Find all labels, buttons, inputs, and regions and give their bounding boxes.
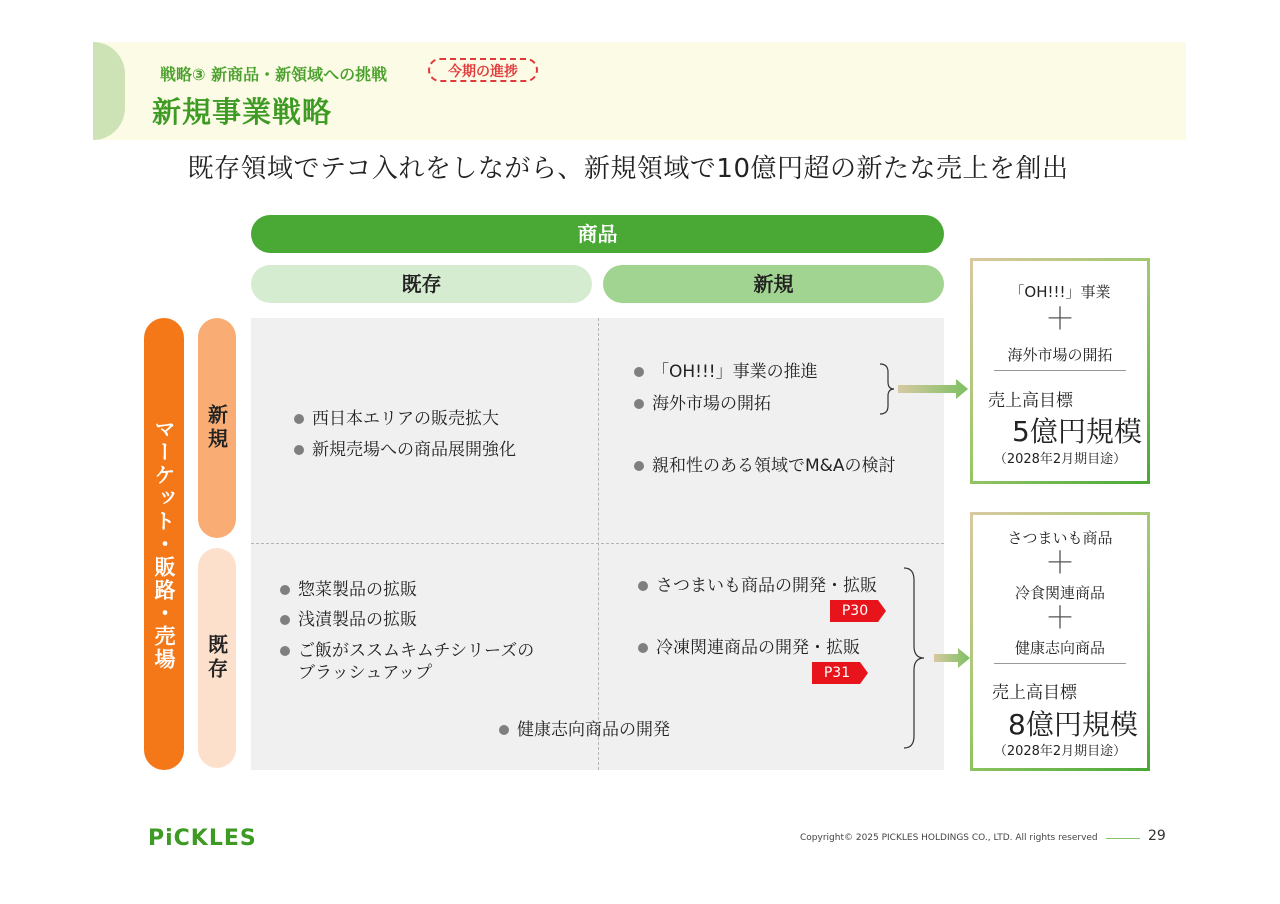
plus-icon: ＋	[1045, 302, 1075, 337]
bullet-icon	[499, 725, 509, 735]
page-title: 新規事業戦略	[152, 95, 333, 129]
bullet-icon	[294, 414, 304, 424]
company-logo: PiCKLES	[148, 826, 257, 851]
list-item: さつまいも商品の開発・拡販	[638, 575, 877, 597]
target-item: 冷食関連商品	[1014, 584, 1105, 602]
bullet-icon	[280, 646, 290, 656]
list-item: 親和性のある領域でM&Aの検討	[634, 455, 896, 477]
page-ref-label: P31	[823, 665, 851, 681]
target-item: さつまいも商品	[1007, 529, 1113, 547]
sales-target-amount: 5億円規模	[1012, 415, 1142, 448]
sales-target-note: （2028年2月期目途）	[993, 452, 1127, 467]
bullet-icon	[280, 615, 290, 625]
progress-badge: 今期の進捗	[428, 58, 538, 82]
footer-divider	[1106, 838, 1140, 839]
target-divider	[994, 370, 1126, 371]
target-item: 「OH!!!」事業	[1009, 283, 1111, 301]
column-header-existing: 既存	[251, 265, 592, 303]
sales-target-label: 売上高目標	[988, 391, 1073, 411]
list-item: 浅漬製品の拡販	[280, 609, 417, 631]
sales-target-note: （2028年2月期目途）	[993, 744, 1127, 759]
headline: 既存領域でテコ入れをしながら、新規領域で10億円超の新たな売上を創出	[187, 154, 1069, 184]
list-item: 「OH!!!」事業の推進	[634, 361, 818, 383]
page-ref-label: P30	[841, 603, 869, 619]
plus-icon: ＋	[1045, 546, 1075, 581]
bullet-icon	[638, 581, 648, 591]
bullet-icon	[634, 399, 644, 409]
sales-target-label: 売上高目標	[992, 683, 1077, 703]
list-item: 冷凍関連商品の開発・拡販	[638, 637, 860, 659]
bullet-icon	[294, 445, 304, 455]
grid-divider-vertical	[598, 318, 599, 770]
list-item: 新規売場への商品展開強化	[294, 439, 516, 461]
bullet-icon	[280, 585, 290, 595]
column-header-new: 新規	[603, 265, 944, 303]
bullet-icon	[634, 367, 644, 377]
copyright-text: Copyright© 2025 PICKLES HOLDINGS CO., LTD. All rights reserved	[800, 833, 1098, 843]
bullet-icon	[634, 461, 644, 471]
market-axis-label: マーケット・販路・売場	[152, 417, 176, 671]
grid-divider-horizontal	[251, 543, 944, 544]
list-item: 西日本エリアの販売拡大	[294, 408, 499, 430]
row-header-existing: 既存	[198, 548, 236, 768]
brace-and-arrow-upper	[878, 362, 978, 418]
row-header-new: 新規	[198, 318, 236, 538]
list-item: 海外市場の開拓	[634, 393, 771, 415]
target-divider	[994, 663, 1126, 664]
bullet-icon	[638, 643, 648, 653]
list-item: ご飯がススムキムチシリーズの ブラッシュアップ	[280, 640, 534, 684]
page-number: 29	[1148, 828, 1166, 844]
target-item: 健康志向商品	[1014, 639, 1105, 657]
target-item: 海外市場の開拓	[1007, 346, 1113, 364]
strategy-label: 戦略③ 新商品・新領域への挑戦	[160, 65, 388, 84]
list-item: 惣菜製品の拡販	[280, 579, 417, 601]
plus-icon: ＋	[1045, 601, 1075, 636]
list-item: 健康志向商品の開発	[499, 719, 670, 741]
sales-target-amount: 8億円規模	[1008, 708, 1138, 741]
product-axis-header: 商品	[251, 215, 944, 253]
